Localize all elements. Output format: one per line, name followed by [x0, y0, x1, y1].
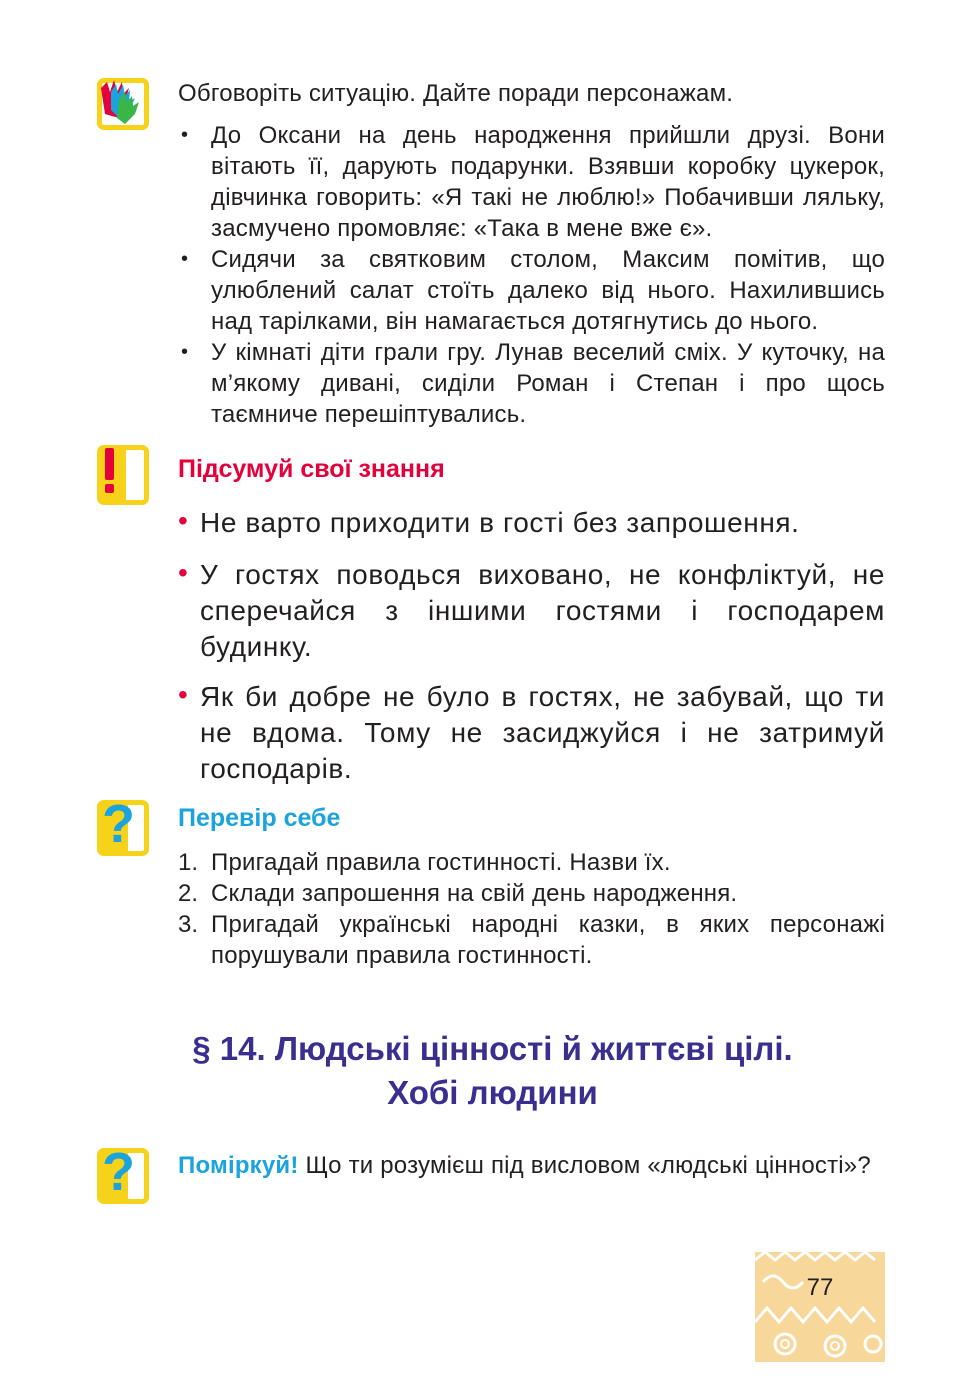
bullet-dot: •	[181, 341, 189, 363]
discuss-item: У кімнаті діти грали гру. Лунав веселий сміх. У куточку, на м’якому дивані, сиділи Роман і Степан і про щось таємниче перешіптувались.	[211, 339, 885, 428]
bullet-dot: •	[178, 679, 188, 710]
section-title-line1: § 14. Людські цінності й життєві цілі.	[192, 1030, 793, 1067]
page-ornament	[755, 1252, 885, 1362]
think-text: Що ти розумієш під висловом «людські цінності»?	[305, 1152, 871, 1179]
question-icon: ?	[97, 1148, 149, 1204]
bullet-dot: •	[181, 124, 189, 146]
list-number: 1.	[178, 849, 199, 876]
bullet-dot: •	[178, 557, 188, 588]
bullet-dot: •	[178, 505, 188, 536]
discuss-item: До Оксани на день народження прийшли друзі. Вони вітають її, дарують подарунки. Взявши коробку цукерок, дівчинка говорить: «Я такі не люблю!» Побачивши ляльку, засмучено промовляє: «Така в мене вже є».	[211, 122, 885, 242]
exclamation-icon	[97, 445, 149, 505]
discuss-intro: Обговоріть ситуацію. Дайте поради персонажам.	[178, 80, 734, 107]
question-icon: ?	[97, 800, 149, 856]
list-number: 2.	[178, 880, 199, 907]
check-item: Пригадай правила гостинності. Назви їх.	[211, 849, 671, 876]
section-title	[100, 1027, 885, 1115]
section-title-line2: Хобі людини	[387, 1074, 598, 1111]
hands-icon	[97, 78, 149, 130]
check-item: Пригадай українські народні казки, в яких персонажі порушували правила гостинності.	[211, 911, 885, 969]
think-paragraph	[178, 1150, 885, 1181]
bullet-dot: •	[181, 248, 189, 270]
summary-item: У гостях поводься виховано, не конфліктуй, не сперечайся з іншими гостями і господарем будинку.	[200, 559, 885, 662]
page-number: 77	[806, 1274, 834, 1301]
think-label: Поміркуй!	[178, 1152, 299, 1179]
summary-heading: Підсумуй свої знання	[178, 455, 445, 483]
check-heading: Перевір себе	[178, 804, 341, 832]
summary-item: Як би добре не було в гостях, не забувай, що ти не вдома. Тому не засиджуйся і не затримуй господарів.	[200, 681, 885, 784]
check-item: Склади запрошення на свій день народження.	[211, 880, 738, 907]
list-number: 3.	[178, 911, 199, 938]
discuss-item: Сидячи за святковим столом, Максим помітив, що улюблений салат стоїть далеко від нього. Нахилившись над тарілками, він намагається дотягнутись до нього.	[211, 246, 885, 335]
summary-item: Не варто приходити в гості без запрошення.	[200, 507, 800, 538]
